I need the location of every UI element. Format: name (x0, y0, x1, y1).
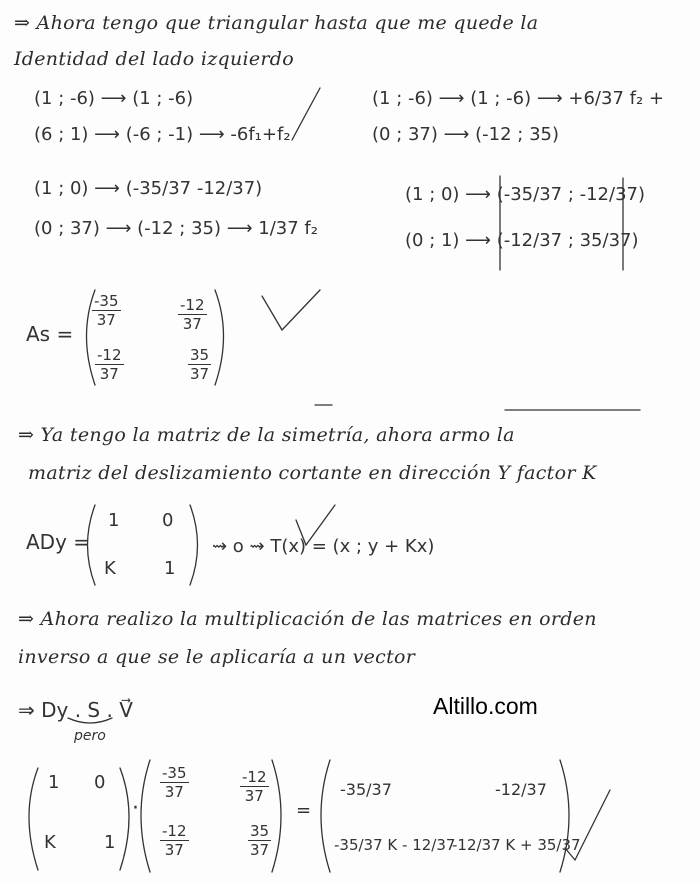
result-entry: -35/37 (340, 780, 392, 799)
matrix-label-as: As = (26, 322, 74, 346)
matrix-entry: K (104, 558, 116, 579)
matrix-entry: $\frac{-12}{37}$ (242, 768, 267, 805)
handwritten-line: ⇒ Ahora tengo que triangular hasta que me quede la (14, 12, 539, 34)
watermark-logo: Altillo.com (433, 693, 538, 719)
result-entry: -12/37 K + 35/37 (452, 836, 581, 854)
row-operation: (0 ; 37) ⟶ (-12 ; 35) ⟶ 1/37 f₂ (34, 218, 318, 239)
matrix-entry: $\frac{-35}{37}$ (94, 292, 119, 329)
equals-sign: = (296, 800, 312, 821)
handwritten-line: matriz del deslizamiento cortante en dirección Y factor K (28, 462, 597, 484)
row-operation: (1 ; 0) ⟶ (-35/37 -12/37) (34, 178, 263, 199)
result-entry: -35/37 K - 12/37 (334, 836, 456, 854)
matrix-entry: 0 (94, 772, 106, 793)
matrix-entry: K (44, 832, 56, 853)
row-operation: (1 ; -6) ⟶ (1 ; -6) ⟶ +6/37 f₂ + (372, 88, 664, 109)
handwritten-line: ⇒ Ahora realizo la multiplicación de las matrices en orden (18, 608, 597, 630)
matrix-entry: 1 (108, 510, 120, 531)
row-operation: (0 ; 37) ⟶ (-12 ; 35) (372, 124, 560, 145)
matrix-entry: $\frac{-12}{37}$ (162, 822, 187, 859)
product-expression: ⇒ Dy . S . V⃗ (18, 698, 133, 722)
checkmark (292, 88, 320, 140)
handwritten-line: Identidad del lado izquierdo (14, 48, 295, 70)
row-operation: (1 ; -6) ⟶ (1 ; -6) (34, 88, 194, 109)
matrix-entry: 1 (104, 832, 116, 853)
transform-formula: ⇝ o ⇝ T(x) = (x ; y + Kx) (212, 536, 435, 557)
matrix-label-ady: ADy = (26, 530, 91, 554)
handwritten-line: inverso a que se le aplicaría a un vector (18, 646, 416, 668)
row-operation: (1 ; 0) ⟶ (-35/37 ; -12/37) (405, 184, 645, 205)
matrix-entry: $\frac{-35}{37}$ (162, 764, 187, 801)
matrix-entry: 1 (48, 772, 60, 793)
matrix-entry: $\frac{-12}{37}$ (180, 296, 205, 333)
matrix-entry: $\frac{-12}{37}$ (97, 346, 122, 383)
row-operation: (0 ; 1) ⟶ (-12/37 ; 35/37) (405, 230, 639, 251)
checkmark (262, 290, 320, 330)
matrix-entry: 0 (162, 510, 174, 531)
matrix-entry: $\frac{35}{37}$ (190, 346, 210, 383)
row-operation: (6 ; 1) ⟶ (-6 ; -1) ⟶ -6f₁+f₂ (34, 124, 291, 145)
matrix-entry: $\frac{35}{37}$ (250, 822, 270, 859)
multiply-dot: · (132, 796, 139, 821)
handwritten-line: ⇒ Ya tengo la matriz de la simetría, ahora armo la (18, 424, 515, 446)
result-entry: -12/37 (495, 780, 547, 799)
annotation-pero: pero (74, 728, 106, 744)
matrix-entry: 1 (164, 558, 176, 579)
